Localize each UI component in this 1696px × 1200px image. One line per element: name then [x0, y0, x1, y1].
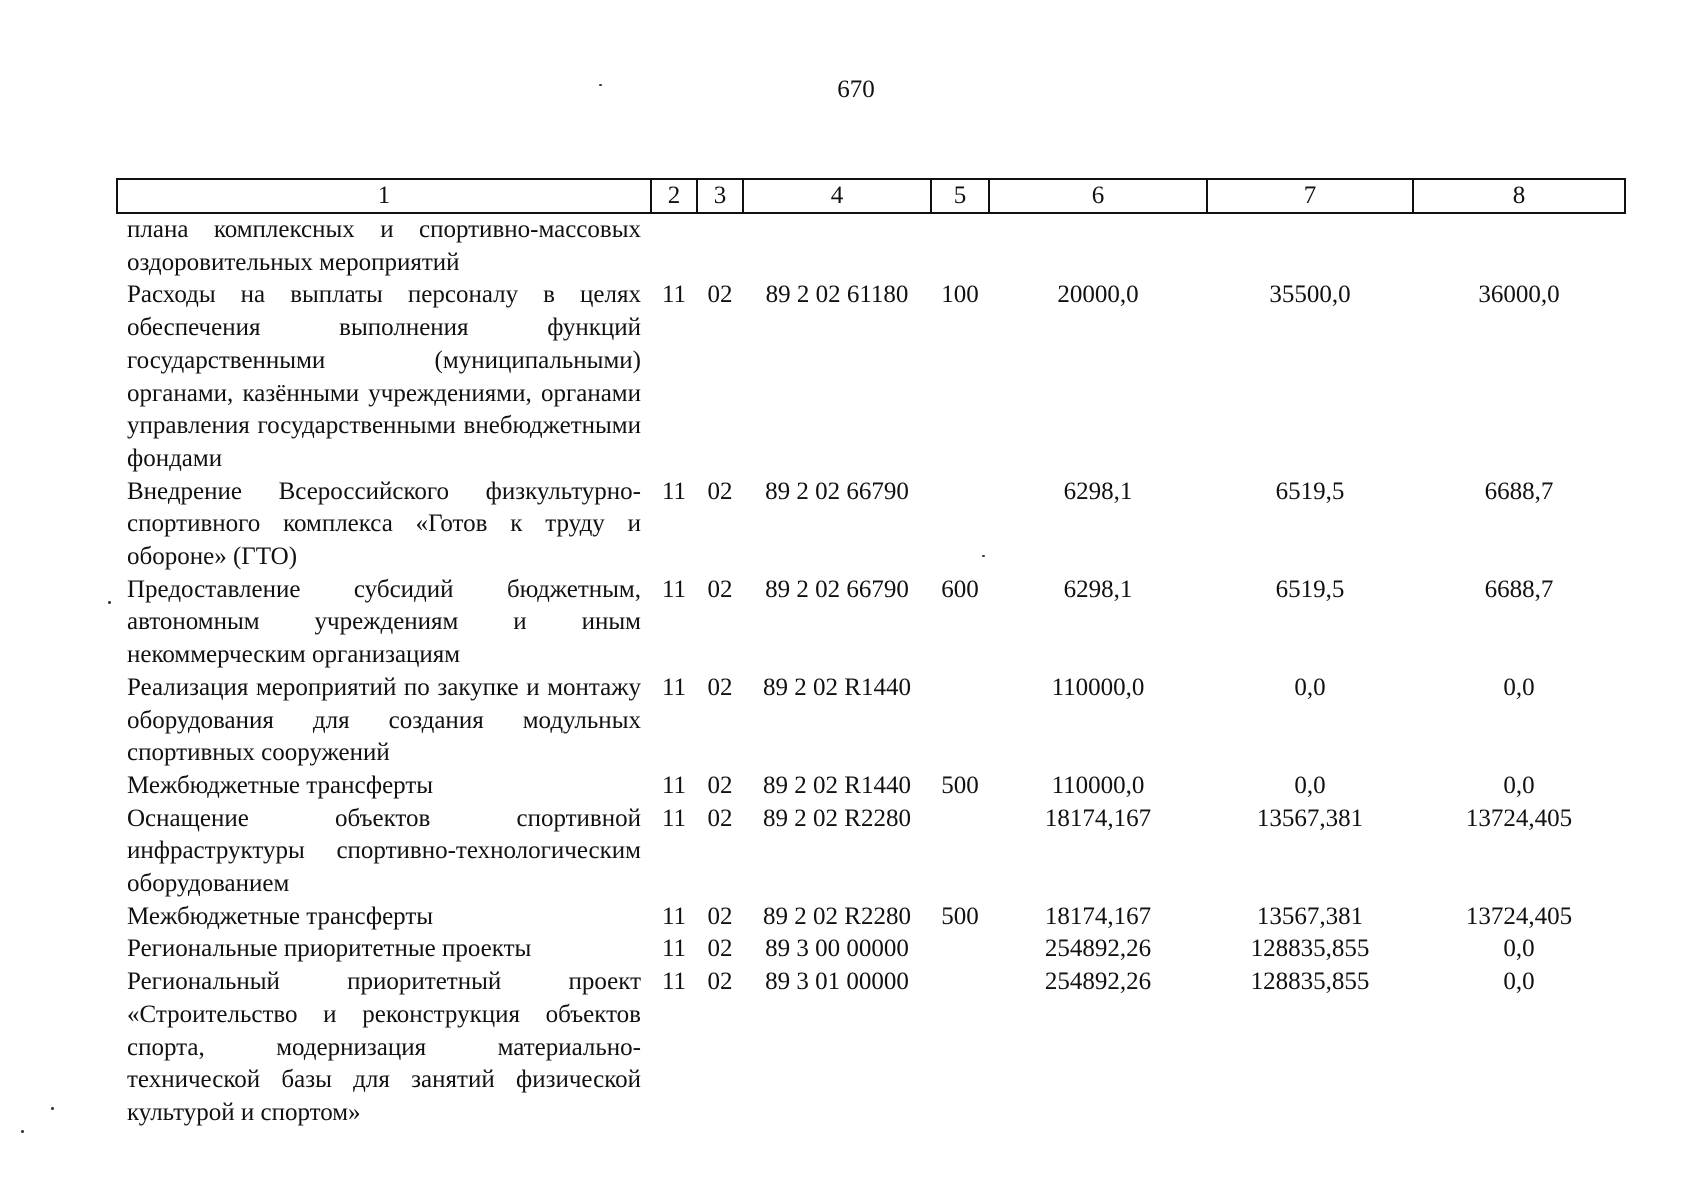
- row-year2: 128835,855: [1250, 968, 1370, 996]
- row-name: Предоставление субсидий бюджетным, автономным учреждениям и иным некоммерческим организациям: [127, 575, 641, 669]
- table-row: [117, 574, 1625, 672]
- row-name: Межбюджетные трансферты: [127, 771, 434, 799]
- table-row: [117, 672, 1625, 770]
- row-year1: 18174,167: [1044, 804, 1152, 832]
- row-name: Региональные приоритетные проекты: [127, 935, 532, 963]
- row-year1: 110000,0: [1051, 771, 1145, 799]
- table-row: [117, 213, 1625, 279]
- row-name: Расходы на выплаты персоналу в целях обеспечения выполнения функций государственными (муниципальными) органами, казёнными учреждениями, органами управления государственными внебюджетными фондами: [127, 281, 641, 472]
- scan-speck: [599, 84, 602, 86]
- scan-speck: [51, 1107, 54, 1110]
- row-type: [931, 966, 989, 1130]
- row-year1: [989, 213, 1207, 279]
- column-header: 2: [651, 179, 697, 213]
- row-section: 11: [661, 477, 687, 505]
- row-subsection: 02: [707, 935, 733, 963]
- row-year3: 0,0: [1503, 968, 1535, 996]
- column-header: 3: [697, 179, 743, 213]
- row-type: 600: [941, 575, 979, 603]
- row-year2: 6519,5: [1275, 477, 1345, 505]
- row-subsection: 02: [707, 804, 733, 832]
- row-year3: 0,0: [1503, 771, 1535, 799]
- row-year2: 35500,0: [1269, 281, 1351, 309]
- row-target: 89 3 00 00000: [765, 935, 909, 963]
- row-year3: 0,0: [1503, 673, 1535, 701]
- budget-table: [116, 178, 1626, 1130]
- row-target: 89 2 02 R2280: [763, 902, 911, 930]
- row-type: [931, 933, 989, 966]
- row-year2: 13567,381: [1256, 902, 1364, 930]
- row-target: 89 2 02 R1440: [763, 673, 911, 701]
- row-type: 100: [941, 281, 979, 309]
- row-type: 500: [941, 902, 979, 930]
- table-row: [117, 933, 1625, 966]
- row-subsection: 02: [707, 771, 733, 799]
- table-row: [117, 966, 1625, 1130]
- row-subsection: 02: [707, 968, 733, 996]
- row-section: 11: [661, 673, 687, 701]
- row-year1: 6298,1: [1063, 575, 1133, 603]
- row-target: [743, 213, 931, 279]
- row-subsection: [697, 213, 743, 279]
- column-header: 8: [1413, 179, 1625, 213]
- row-year2: 0,0: [1294, 673, 1326, 701]
- scan-speck: [982, 555, 985, 557]
- row-year1: 6298,1: [1063, 477, 1133, 505]
- row-year3: 6688,7: [1484, 575, 1554, 603]
- table-row: [117, 803, 1625, 901]
- row-type: [931, 213, 989, 279]
- row-section: 11: [661, 771, 687, 799]
- column-header: 7: [1207, 179, 1413, 213]
- row-year3: 36000,0: [1478, 281, 1560, 309]
- row-year1: 254892,26: [1044, 935, 1152, 963]
- row-target: 89 3 01 00000: [765, 968, 909, 996]
- column-header: 4: [743, 179, 931, 213]
- row-year3: 6688,7: [1484, 477, 1554, 505]
- row-section: 11: [661, 575, 687, 603]
- row-section: 11: [661, 968, 687, 996]
- row-name: плана комплексных и спортивно-массовых оздоровительных мероприятий: [127, 216, 641, 276]
- table-row: [117, 279, 1625, 475]
- scan-speck: [108, 601, 111, 604]
- row-year2: 6519,5: [1275, 575, 1345, 603]
- row-type: [931, 476, 989, 574]
- scan-speck: [21, 1130, 24, 1133]
- column-header: 1: [117, 179, 651, 213]
- row-name: Оснащение объектов спортивной инфраструктуры спортивно-технологическим оборудованием: [127, 804, 641, 898]
- row-name: Межбюджетные трансферты: [127, 902, 434, 930]
- row-year1: 20000,0: [1057, 281, 1139, 309]
- row-subsection: 02: [707, 477, 733, 505]
- row-target: 89 2 02 66790: [765, 477, 909, 505]
- row-name: Региональный приоритетный проект «Строительство и реконструкция объектов спорта, модернизация материально-технической базы для занятий физической культурой и спортом»: [127, 968, 641, 1126]
- row-year2: 13567,381: [1256, 804, 1364, 832]
- row-year3: 13724,405: [1465, 804, 1573, 832]
- row-year3: 13724,405: [1465, 902, 1573, 930]
- row-section: [651, 213, 697, 279]
- column-header: 5: [931, 179, 989, 213]
- table-header: [117, 179, 1625, 213]
- row-subsection: 02: [707, 575, 733, 603]
- row-year1: 110000,0: [1051, 673, 1145, 701]
- row-target: 89 2 02 R1440: [763, 771, 911, 799]
- row-year3: [1413, 213, 1625, 279]
- row-target: 89 2 02 R2280: [763, 804, 911, 832]
- row-section: 11: [661, 935, 687, 963]
- row-section: 11: [661, 902, 687, 930]
- row-target: 89 2 02 61180: [765, 281, 909, 309]
- table-row: [117, 770, 1625, 803]
- page-number: 670: [837, 76, 875, 103]
- row-year3: 0,0: [1503, 935, 1535, 963]
- row-name: Реализация мероприятий по закупке и монтажу оборудования для создания модульных спортивных сооружений: [127, 673, 641, 767]
- row-section: 11: [661, 804, 687, 832]
- table-row: [117, 901, 1625, 934]
- column-header: 6: [989, 179, 1207, 213]
- row-name: Внедрение Всероссийского физкультурно-спортивного комплекса «Готов к труду и обороне» (ГТО): [127, 477, 641, 571]
- header-row: [117, 179, 1625, 213]
- row-subsection: 02: [707, 902, 733, 930]
- row-year2: 128835,855: [1250, 935, 1370, 963]
- row-year1: 254892,26: [1044, 968, 1152, 996]
- row-subsection: 02: [707, 673, 733, 701]
- row-year1: 18174,167: [1044, 902, 1152, 930]
- row-year2: [1207, 213, 1413, 279]
- row-type: [931, 672, 989, 770]
- table-row: [117, 476, 1625, 574]
- table-body: [117, 213, 1625, 1130]
- row-year2: 0,0: [1294, 771, 1326, 799]
- row-type: [931, 803, 989, 901]
- row-target: 89 2 02 66790: [765, 575, 909, 603]
- row-section: 11: [661, 281, 687, 309]
- row-subsection: 02: [707, 281, 733, 309]
- row-type: 500: [941, 771, 979, 799]
